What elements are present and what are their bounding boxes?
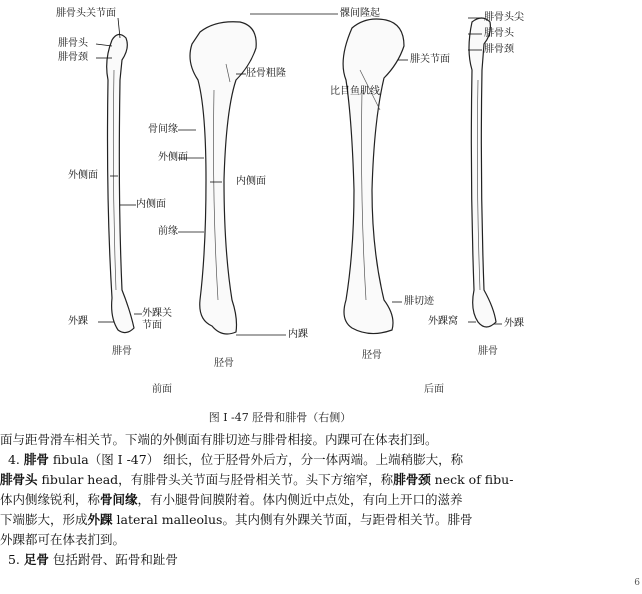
label-fibular-notch: 腓切迹 — [404, 296, 434, 307]
term-fibular-neck: 腓骨颈 — [393, 472, 431, 487]
body-line: 下端膨大，形成外踝 lateral malleolus。其内侧有外踝关节面，与距骨相关节。腓骨 — [0, 512, 473, 527]
view-label-front: 前面 — [152, 384, 172, 395]
label-lateral-malleolar-facet: 外踝关节面 — [142, 308, 172, 331]
body-text — [0, 430, 640, 570]
label-fibula-neck: 腓骨颈 — [58, 52, 88, 63]
view-label-back: 后面 — [424, 384, 444, 395]
term-interosseous-border: 骨间缘 — [100, 492, 138, 507]
label-fibula-head-back: 腓骨头 — [484, 28, 514, 39]
label-intercondylar-eminence: 髁间隆起 — [340, 8, 380, 19]
label-lateral-malleolus-a: 外踝 — [68, 316, 88, 327]
label-medial-malleolus: 内踝 — [288, 329, 308, 340]
bone-name-tibia-back: 胫骨 — [362, 350, 382, 361]
term-fibular-head: 腓骨头 — [0, 472, 38, 487]
label-lateral-surface-b: 外侧面 — [158, 152, 188, 163]
body-line: 外踝都可在体表扪到。 — [0, 532, 126, 547]
label-lateral-malleolus-b: 外踝 — [504, 318, 524, 329]
page-edge-mark: 6 — [634, 578, 640, 588]
term-foot-bones: 足骨 — [23, 552, 49, 567]
label-interosseous-border-a: 骨间缘 — [148, 124, 178, 135]
label-fibula-head: 腓骨头 — [58, 38, 88, 49]
figure-caption: 图 I -47 胫骨和腓骨（右侧） — [208, 411, 352, 424]
label-fibula-neck-back: 腓骨颈 — [484, 44, 514, 55]
bone-name-fibula-front: 腓骨 — [112, 346, 132, 357]
term-lateral-malleolus: 外踝 — [87, 512, 113, 527]
label-fibula-head-apex: 腓骨头尖 — [484, 12, 524, 23]
label-medial-surface-b: 内侧面 — [236, 176, 266, 187]
body-line: 4. 腓骨 fibula（图 I -47） 细长，位于胫骨外后方，分一体两端。上端稍膨大，称 — [7, 452, 464, 467]
bone-name-fibula-back: 腓骨 — [478, 346, 498, 357]
fibula-back-bone — [469, 18, 496, 327]
bone-name-tibia-front: 胫骨 — [214, 358, 234, 369]
body-line: 体内侧缘锐利，称骨间缘，有小腿骨间膜附着。体内侧近中点处，有向上开口的滋养 — [0, 492, 463, 507]
label-soleal-line: 比目鱼肌线 — [330, 86, 380, 97]
body-line: 腓骨头 fibular head，有腓骨头关节面与胫骨相关节。头下方缩窄，称腓骨颈 neck of fibu- — [0, 472, 514, 487]
label-anterior-border: 前缘 — [158, 226, 178, 237]
label-fibula-head-facet: 腓骨头关节面 — [56, 8, 116, 19]
term-fibula: 腓骨 — [23, 452, 49, 467]
label-tibial-tuberosity: 胫骨粗隆 — [246, 68, 286, 79]
label-malleolar-fossa: 外踝窝 — [428, 316, 458, 327]
label-lateral-surface-a: 外侧面 — [68, 170, 98, 181]
fibula-front-bone — [107, 34, 134, 332]
tibia-back-bone — [343, 19, 404, 334]
label-medial-surface-a: 内侧面 — [136, 199, 166, 210]
body-line: 面与距骨滑车相关节。下端的外侧面有腓切迹与腓骨相接。内踝可在体表扪到。 — [0, 432, 438, 447]
label-fibular-facet: 腓关节面 — [410, 54, 450, 65]
body-line: 5. 足骨 包括跗骨、跖骨和趾骨 — [7, 552, 178, 567]
